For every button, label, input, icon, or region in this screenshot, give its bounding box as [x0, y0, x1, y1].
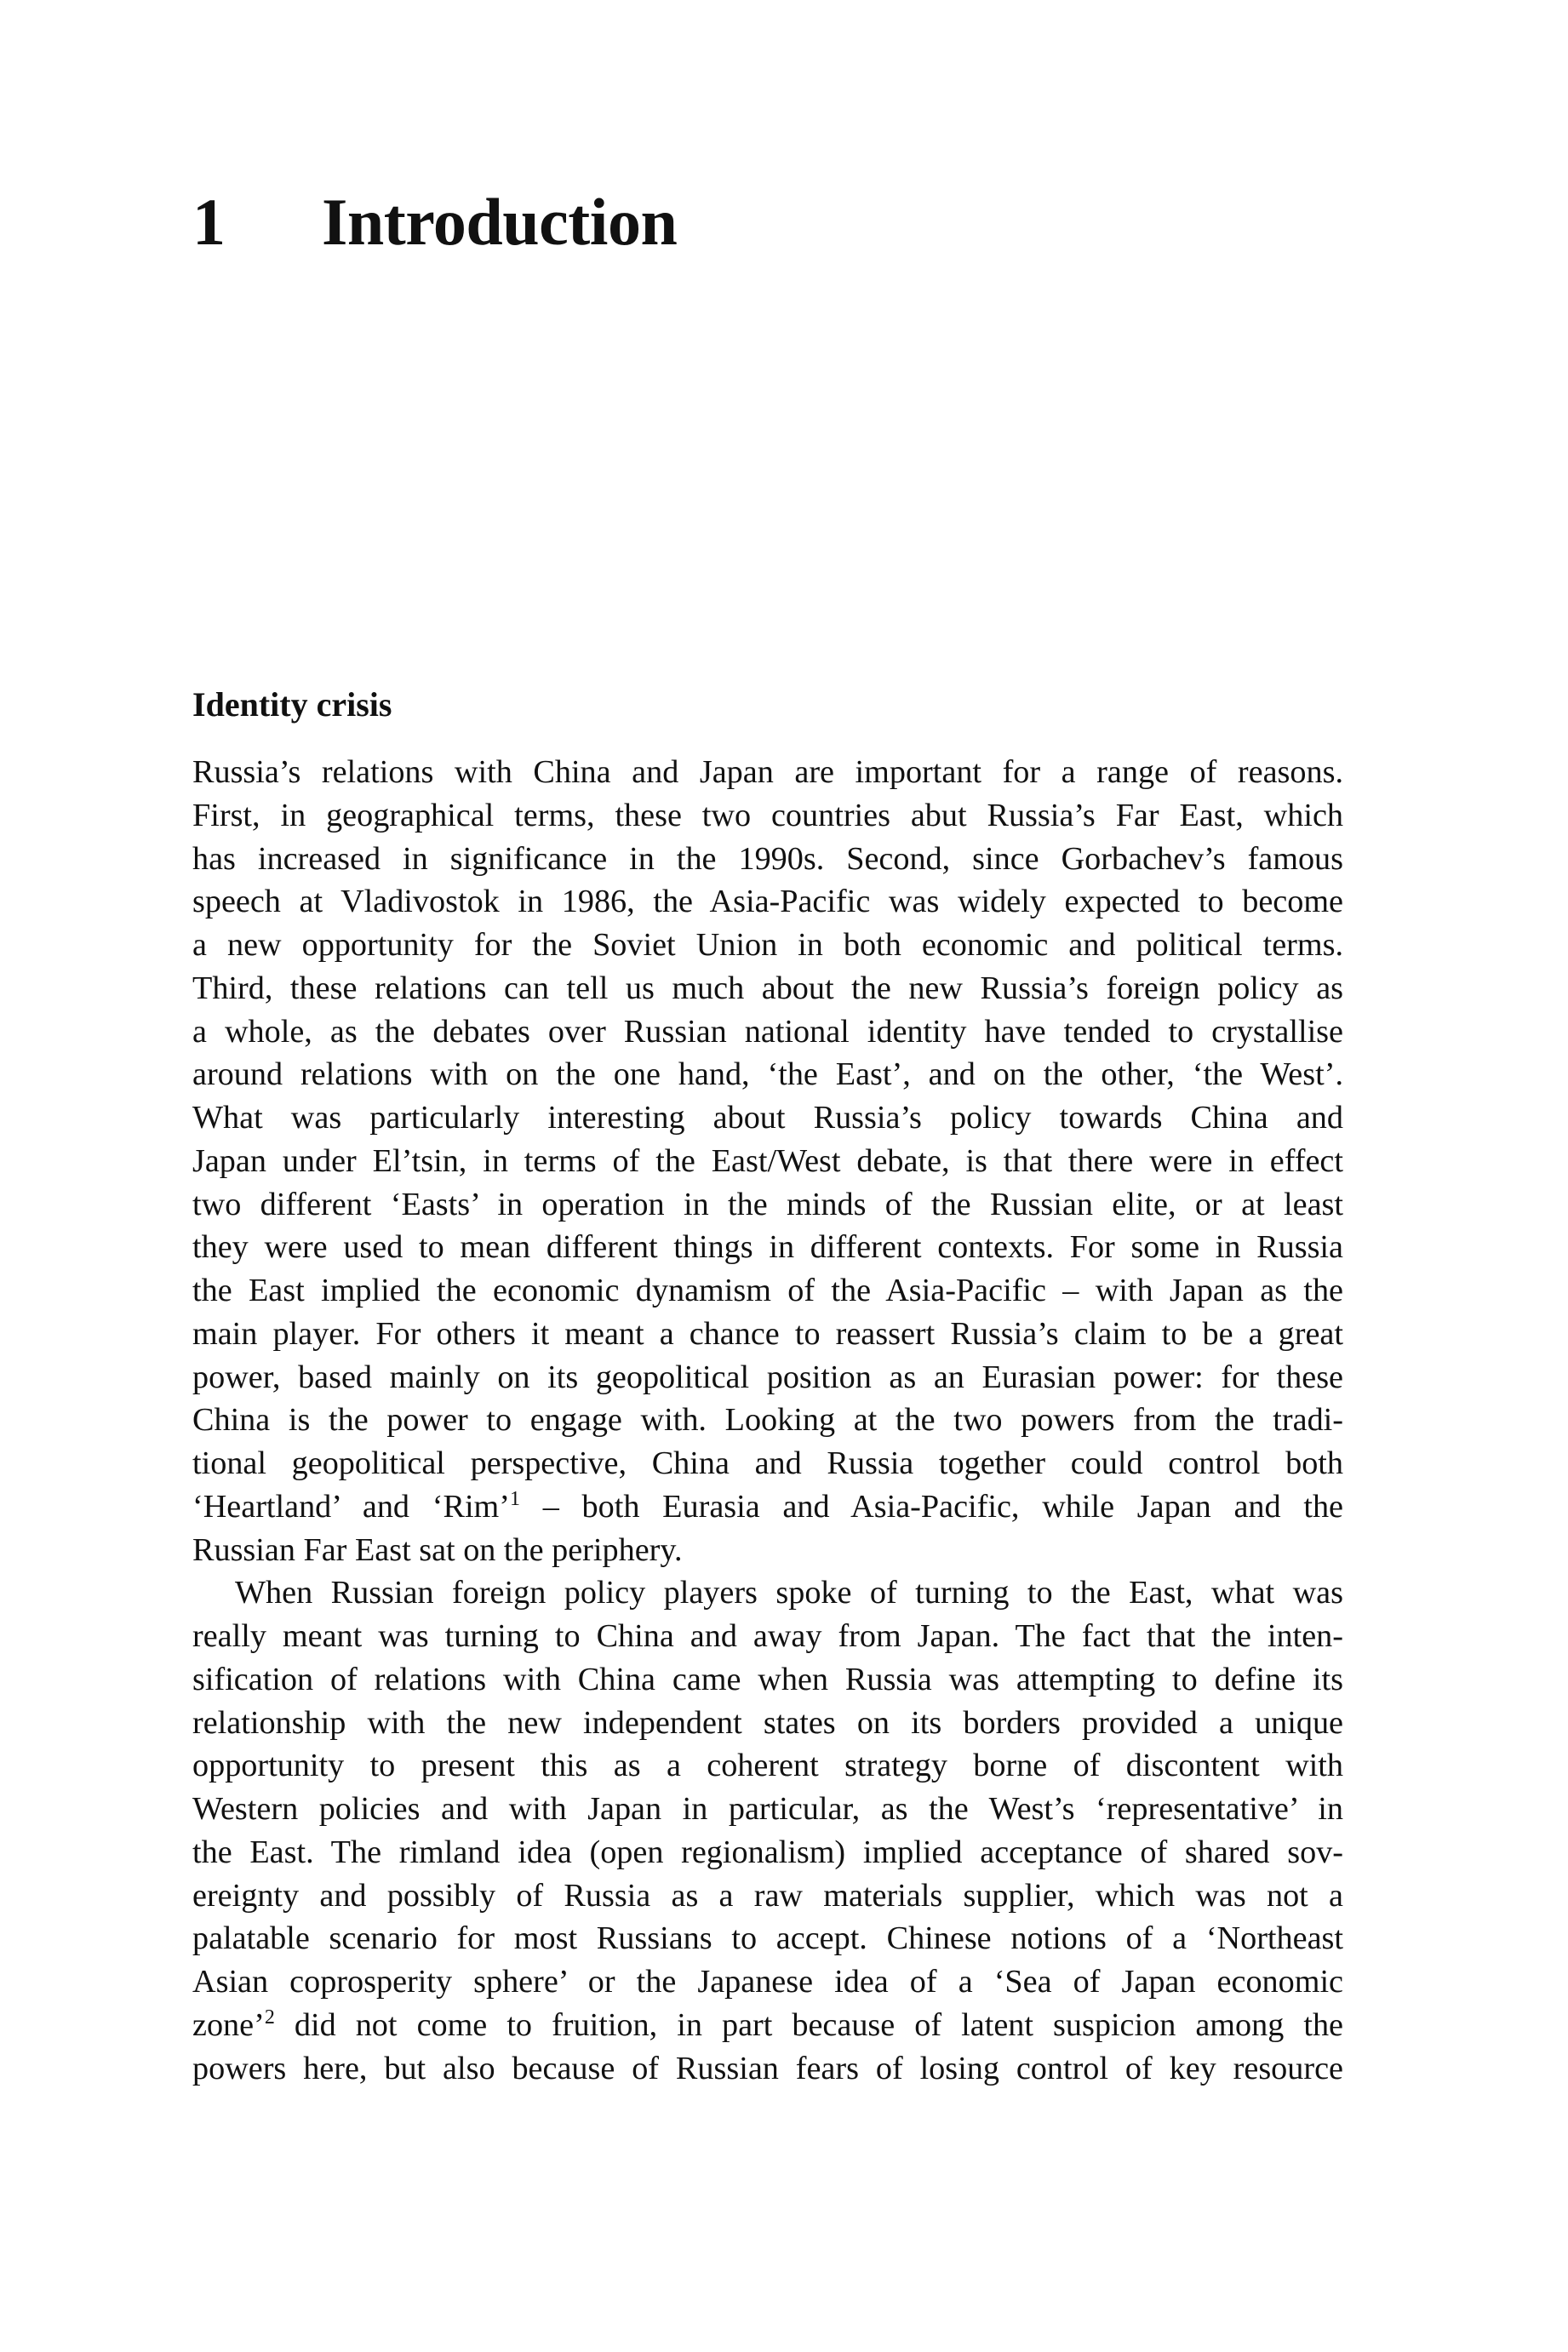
text-line: opportunity to present this as a coherent strategy borne of discontent with — [192, 1748, 1343, 1784]
body-text — [192, 751, 1343, 2090]
text-line: Asian coprosperity sphere’ or the Japanese idea of a ‘Sea of Japan economic — [192, 1964, 1343, 2000]
section-heading: Identity crisis — [192, 685, 392, 724]
text-line: Russia’s relations with China and Japan are important for a range of reasons. — [192, 754, 1343, 790]
text-line: tional geopolitical perspective, China and Russia together could control both — [192, 1445, 1343, 1481]
text-line: What was particularly interesting about Russia’s policy towards China and — [192, 1100, 1343, 1136]
chapter-heading — [192, 185, 678, 259]
text-line: main player. For others it meant a chance to reassert Russia’s claim to be a great — [192, 1315, 1343, 1352]
footnote-marker-2[interactable]: 2 — [264, 2006, 275, 2029]
text-line: China is the power to engage with. Looking at the two powers from the tradi- — [192, 1402, 1343, 1439]
text-line: When Russian foreign policy players spoke of turning to the East, what was — [235, 1575, 1343, 1611]
line-text-after-footnote: did not come to fruition, in part because of latent suspicion among the — [274, 2006, 1343, 2043]
text-line: sification of relations with China came when Russia was attempting to define its — [192, 1661, 1343, 1697]
text-line: Japan under El’tsin, in terms of the East/West debate, is that there were in effect — [192, 1142, 1343, 1179]
text-line: they were used to mean different things in different contexts. For some in Russia — [192, 1229, 1343, 1266]
text-line: the East. The rimland idea (open regionalism) implied acceptance of shared sov- — [192, 1834, 1343, 1870]
line-text-after-footnote: – both Eurasia and Asia-Pacific, while Japan and the — [519, 1488, 1343, 1525]
text-line: power, based mainly on its geopolitical position as an Eurasian power: for these — [192, 1359, 1343, 1395]
text-line-with-footnote — [192, 2004, 1343, 2047]
text-line: ereignty and possibly of Russia as a raw materials supplier, which was not a — [192, 1877, 1343, 1914]
text-line: Western policies and with Japan in particular, as the West’s ‘representative’ in — [192, 1791, 1343, 1827]
text-line: Third, these relations can tell us much about the new Russia’s foreign policy as — [192, 970, 1343, 1006]
text-line: relationship with the new independent states on its borders provided a unique — [192, 1704, 1343, 1741]
text-line: has increased in significance in the 1990s. Second, since Gorbachev’s famous — [192, 840, 1343, 877]
text-line: the East implied the economic dynamism of the Asia-Pacific – with Japan as the — [192, 1273, 1343, 1308]
text-line: really meant was turning to China and away from Japan. The fact that the inten- — [192, 1618, 1343, 1654]
text-line: Russian Far East sat on the periphery. — [192, 1531, 683, 1568]
line-text-before-footnote: ‘Heartland’ and ‘Rim’ — [192, 1488, 510, 1525]
chapter-title: Introduction — [322, 185, 678, 259]
paragraph-1 — [192, 751, 1343, 1571]
text-line: palatable scenario for most Russians to accept. Chinese notions of a ‘Northeast — [192, 1920, 1343, 1957]
text-line: two different ‘Easts’ in operation in the minds of the Russian elite, or at least — [192, 1186, 1343, 1222]
text-line: a new opportunity for the Soviet Union in both economic and political terms. — [192, 927, 1343, 963]
text-line: a whole, as the debates over Russian national identity have tended to crystallise — [192, 1013, 1343, 1050]
text-line-with-footnote — [192, 1485, 1343, 1529]
footnote-marker-1[interactable]: 1 — [509, 1487, 520, 1510]
chapter-number: 1 — [192, 185, 226, 259]
line-text-before-footnote: zone’ — [192, 2006, 265, 2043]
paragraph-2 — [192, 1571, 1343, 2090]
text-line: speech at Vladivostok in 1986, the Asia-Pacific was widely expected to become — [192, 884, 1343, 920]
text-line: around relations with on the one hand, ‘the East’, and on the other, ‘the West’. — [192, 1056, 1343, 1093]
text-line: First, in geographical terms, these two countries abut Russia’s Far East, which — [192, 797, 1343, 833]
text-line: powers here, but also because of Russian fears of losing control of key resource — [192, 2050, 1343, 2086]
